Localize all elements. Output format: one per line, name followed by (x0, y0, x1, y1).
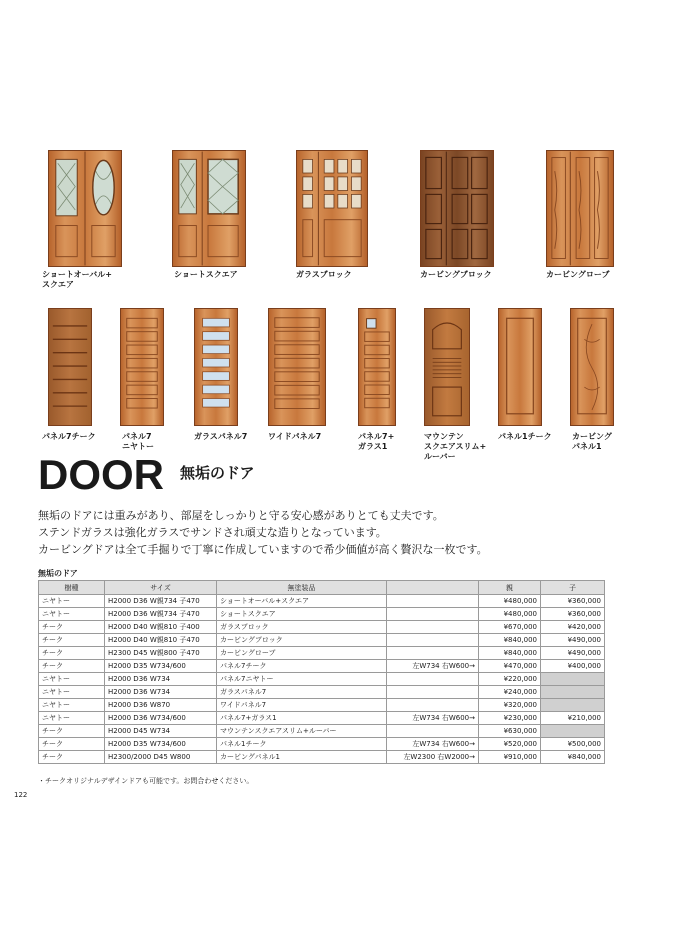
cell-species: チーク (39, 660, 105, 673)
table-row (39, 608, 605, 621)
caption-mountain-square-slim-louver: マウンテン スクエアスリム+ ルーバー (424, 432, 487, 461)
footnote: ・チークオリジナルデザインドアも可能です。お問合わせください。 (38, 777, 254, 785)
table-row (39, 660, 605, 673)
cell-note: 左W2300 右W2000→ (387, 751, 479, 764)
header-species: 樹種 (39, 581, 105, 595)
caption-panel7-nyatoh: パネル7 ニヤトー (122, 432, 154, 451)
cell-child-price: ¥400,000 (541, 660, 605, 673)
cell-species: ニヤトー (39, 686, 105, 699)
table-row (39, 699, 605, 712)
cell-child-price: ¥840,000 (541, 751, 605, 764)
door-short-oval-square (48, 150, 122, 267)
cell-size: H2000 D35 W734/600 (105, 660, 217, 673)
cell-size: H2000 D36 W734/600 (105, 712, 217, 725)
cell-product: カービングパネル1 (217, 751, 387, 764)
table-row (39, 751, 605, 764)
section-subtitle: 無垢のドア (180, 464, 255, 482)
cell-note: 左W734 右W600→ (387, 738, 479, 751)
cell-child-price: ¥420,000 (541, 621, 605, 634)
table-row (39, 712, 605, 725)
cell-product: カービングブロック (217, 634, 387, 647)
table-row (39, 686, 605, 699)
cell-product: ショートスクエア (217, 608, 387, 621)
cell-note: 左W734 右W600→ (387, 712, 479, 725)
cell-product: ワイドパネル7 (217, 699, 387, 712)
cell-note (387, 621, 479, 634)
cell-product: カービングローブ (217, 647, 387, 660)
cell-species: ニヤトー (39, 712, 105, 725)
cell-size: H2000 D36 W親734 子470 (105, 608, 217, 621)
cell-size: H2000 D45 W734 (105, 725, 217, 738)
cell-note (387, 673, 479, 686)
caption-carving-globe: カービングローブ (546, 270, 610, 279)
cell-child-price: ¥490,000 (541, 634, 605, 647)
caption-carving-panel1: カービング パネル1 (572, 432, 612, 451)
cell-note (387, 634, 479, 647)
cell-species: チーク (39, 751, 105, 764)
door-panel7-teak (48, 308, 92, 426)
caption-panel1-teak: パネル1チーク (498, 432, 552, 441)
table-title: 無垢のドア (38, 569, 78, 578)
caption-short-oval-square: ショートオーバル+ スクエア (42, 270, 112, 289)
door-panel1-teak-drawing (499, 309, 541, 425)
cell-species: チーク (39, 634, 105, 647)
cell-note (387, 647, 479, 660)
table-row (39, 673, 605, 686)
cell-parent-price: ¥520,000 (479, 738, 541, 751)
door-panel7-teak-drawing (49, 309, 91, 425)
description-line-1: 無垢のドアには重みがあり、部屋をしっかりと守る安心感がありとても丈夫です。 (38, 509, 444, 522)
cell-parent-price: ¥230,000 (479, 712, 541, 725)
cell-note (387, 686, 479, 699)
cell-child-price (541, 699, 605, 712)
door-wide-panel7 (268, 308, 326, 426)
cell-child-price: ¥210,000 (541, 712, 605, 725)
door-carving-block-drawing (421, 151, 493, 266)
cell-note: 左W734 右W600→ (387, 660, 479, 673)
table-row (39, 621, 605, 634)
header-child: 子 (541, 581, 605, 595)
description-line-3: カービングドアは全て手掘りで丁寧に作成していますので希少価値が高く贅沢な一枚です。 (38, 543, 488, 556)
door-panel7-glass1-drawing (359, 309, 395, 425)
door-carving-globe-drawing (547, 151, 613, 266)
caption-panel7-glass1: パネル7+ ガラス1 (358, 432, 395, 451)
header-size: サイズ (105, 581, 217, 595)
price-table (38, 580, 605, 764)
description-line-2: ステンドガラスは強化ガラスでサンドされ頑丈な造りとなっています。 (38, 526, 387, 539)
cell-parent-price: ¥470,000 (479, 660, 541, 673)
door-carving-globe (546, 150, 614, 267)
cell-parent-price: ¥480,000 (479, 595, 541, 608)
caption-short-square: ショートスクエア (174, 270, 238, 279)
cell-species: チーク (39, 738, 105, 751)
cell-child-price (541, 673, 605, 686)
door-panel7-glass1 (358, 308, 396, 426)
cell-parent-price: ¥240,000 (479, 686, 541, 699)
table-row (39, 595, 605, 608)
door-mountain-square-slim-louver (424, 308, 470, 426)
cell-species: ニヤトー (39, 608, 105, 621)
table-row (39, 634, 605, 647)
cell-product: ショートオーバル+スクエア (217, 595, 387, 608)
cell-parent-price: ¥480,000 (479, 608, 541, 621)
door-panel7-nyatoh (120, 308, 164, 426)
table-body (39, 595, 605, 764)
cell-size: H2000 D40 W親810 子400 (105, 621, 217, 634)
cell-note (387, 608, 479, 621)
door-panel7-nyatoh-drawing (121, 309, 163, 425)
header-parent: 親 (479, 581, 541, 595)
cell-size: H2000 D35 W734/600 (105, 738, 217, 751)
door-short-square (172, 150, 246, 267)
door-glass-block (296, 150, 368, 267)
door-glass-panel7 (194, 308, 238, 426)
cell-parent-price: ¥840,000 (479, 634, 541, 647)
cell-product: パネル7+ガラス1 (217, 712, 387, 725)
page-number: 122 (14, 791, 28, 799)
cell-size: H2000 D36 W親734 子470 (105, 595, 217, 608)
cell-parent-price: ¥910,000 (479, 751, 541, 764)
cell-note (387, 725, 479, 738)
caption-glass-panel7: ガラスパネル7 (194, 432, 248, 441)
door-short-square-drawing (173, 151, 245, 266)
cell-product: パネル7チーク (217, 660, 387, 673)
header-note (387, 581, 479, 595)
table-header-row (39, 581, 605, 595)
cell-parent-price: ¥630,000 (479, 725, 541, 738)
cell-species: チーク (39, 647, 105, 660)
cell-parent-price: ¥220,000 (479, 673, 541, 686)
cell-species: ニヤトー (39, 673, 105, 686)
door-glass-block-drawing (297, 151, 367, 266)
cell-child-price: ¥360,000 (541, 608, 605, 621)
door-glass-panel7-drawing (195, 309, 237, 425)
cell-product: マウンテンスクエアスリム+ルーバー (217, 725, 387, 738)
cell-species: ニヤトー (39, 699, 105, 712)
cell-product: パネル7ニヤトー (217, 673, 387, 686)
cell-child-price: ¥500,000 (541, 738, 605, 751)
header-unfinished: 無塗装品 (217, 581, 387, 595)
section-title: DOOR (38, 451, 164, 498)
cell-product: パネル1チーク (217, 738, 387, 751)
cell-product: ガラスブロック (217, 621, 387, 634)
cell-species: ニヤトー (39, 595, 105, 608)
cell-size: H2000 D36 W734 (105, 673, 217, 686)
table-row (39, 738, 605, 751)
door-mountain-drawing (425, 309, 469, 425)
table-row (39, 647, 605, 660)
caption-carving-block: カービングブロック (420, 270, 492, 279)
door-panel1-teak (498, 308, 542, 426)
cell-child-price (541, 725, 605, 738)
cell-size: H2300/2000 D45 W800 (105, 751, 217, 764)
cell-species: チーク (39, 621, 105, 634)
cell-parent-price: ¥670,000 (479, 621, 541, 634)
caption-glass-block: ガラスブロック (296, 270, 352, 279)
cell-species: チーク (39, 725, 105, 738)
door-carving-block (420, 150, 494, 267)
cell-product: ガラスパネル7 (217, 686, 387, 699)
table-row (39, 725, 605, 738)
cell-child-price: ¥490,000 (541, 647, 605, 660)
cell-parent-price: ¥840,000 (479, 647, 541, 660)
cell-child-price (541, 686, 605, 699)
cell-size: H2000 D36 W870 (105, 699, 217, 712)
cell-parent-price: ¥320,000 (479, 699, 541, 712)
cell-size: H2000 D36 W734 (105, 686, 217, 699)
door-carving-panel1-drawing (571, 309, 613, 425)
cell-note (387, 595, 479, 608)
door-short-oval-square-drawing (49, 151, 121, 266)
cell-size: H2000 D40 W親810 子470 (105, 634, 217, 647)
cell-child-price: ¥360,000 (541, 595, 605, 608)
cell-size: H2300 D45 W親800 子470 (105, 647, 217, 660)
cell-note (387, 699, 479, 712)
door-wide-panel7-drawing (269, 309, 325, 425)
caption-wide-panel7: ワイドパネル7 (268, 432, 322, 441)
caption-panel7-teak: パネル7チーク (42, 432, 96, 441)
door-carving-panel1 (570, 308, 614, 426)
